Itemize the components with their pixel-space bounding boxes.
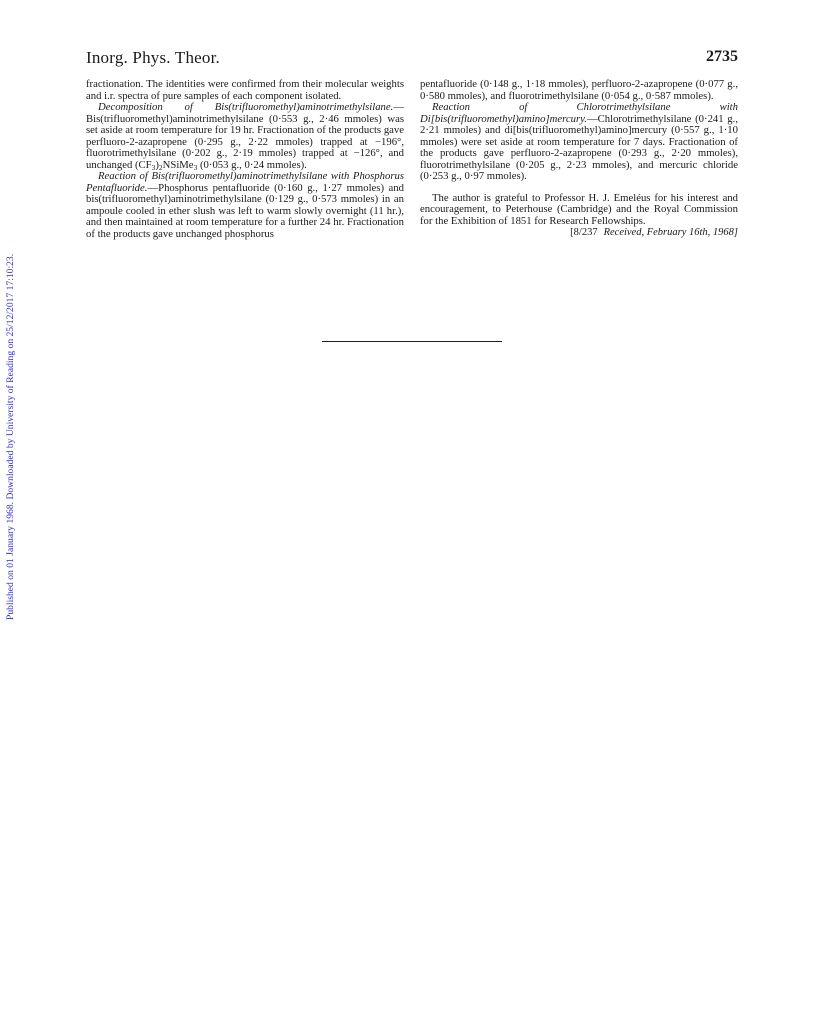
formula-part: NSiMe — [162, 158, 194, 171]
section-title-reaction-mercury: Reaction of Chlorotrimethylsilane with Di[bis(trifluoromethyl)amino]mercury. — [420, 101, 738, 125]
end-of-article-rule — [322, 341, 502, 342]
paragraph-decomposition — [86, 102, 404, 171]
manuscript-ref: [8/237 — [570, 227, 598, 238]
paragraph-fractionation: fractionation. The identities were confirmed from their molecular weights and i.r. spectra of pure samples of each component isolated. — [86, 78, 404, 102]
formula-part: ) — [155, 158, 159, 171]
right-column — [420, 79, 738, 239]
reaction-mercury-body: —Chlorotrimethylsilane (0·241 g., 2·21 mmoles) and di[bis(trifluoromethyl)amino]mercury (0·557 g., 1·10 mmoles) were set aside at room temperature for 7 days. Fractionation of the products gave perfluoro-2-azapropene (0·293 g., 2·20 mmoles), fluorotrimethylsilane (0·205 g., 2·23 mmoles), and mercuric chloride (0·253 g., 0·97 mmoles). — [420, 112, 738, 182]
section-title-decomposition: Decomposition of Bis(trifluoromethyl)aminotrimethylsilane. — [98, 101, 394, 113]
paragraph-pf5-continued: pentafluoride (0·148 g., 1·18 mmoles), perfluoro-2-azapropene (0·077 g., 0·580 mmoles), and fluorotrimethylsilane (0·054 g., 0·587 mmoles). — [420, 78, 738, 102]
left-column — [86, 79, 404, 240]
paragraph-reaction-pf5 — [86, 171, 404, 240]
received-date: Received, February 16th, 1968] — [603, 227, 738, 238]
decomposition-body: —Bis(trifluoromethyl)aminotrimethylsilane (0·553 g., 2·46 mmoles) was set aside at room temperature for 19 hr. Fractionation of the products gave perfluoro-2-azapropene (0·295 g., 2·22 mmoles) trapped at −196°, fluorotrimethylsilane (0·202 g., 2·19 mmoles) trapped at −126°, and unchanged (CF — [86, 101, 404, 171]
subscript: 2 — [158, 162, 163, 172]
section-title-reaction-pf5: Reaction of Bis(trifluoromethyl)aminotrimethylsilane with Phosphorus Pentafluoride. — [86, 170, 404, 194]
page-number: 2735 — [706, 48, 738, 65]
download-notice-text: Published on 01 January 1968. Downloaded by University of Reading on 25/12/2017 17:10:23. — [5, 253, 16, 620]
paragraph-reaction-mercury — [420, 102, 738, 183]
reaction-pf5-body: —Phosphorus pentafluoride (0·160 g., 1·27 mmoles) and bis(trifluoromethyl)aminotrimethylsilane (0·129 g., 0·573 mmoles) in an ampoule cooled in ether slush was left to warm slowly overnight (11 hr.), and then maintained at room temperature for a further 24 hr. Fractionation of the products gave unchanged phosphorus — [86, 181, 404, 240]
download-notice — [5, 180, 19, 620]
received-line — [420, 227, 738, 239]
acknowledgement: The author is grateful to Professor H. J. Emeléus for his interest and encouragement, to Peterhouse (Cambridge) and the Royal Commission for the Exhibition of 1851 for Research Fellowships. — [420, 191, 738, 227]
subscript: 3 — [151, 162, 156, 172]
decomposition-end: (0·053 g., 0·24 mmoles). — [197, 158, 307, 171]
page-header — [86, 48, 738, 70]
journal-title: Inorg. Phys. Theor. — [86, 48, 220, 67]
subscript: 3 — [193, 162, 198, 172]
